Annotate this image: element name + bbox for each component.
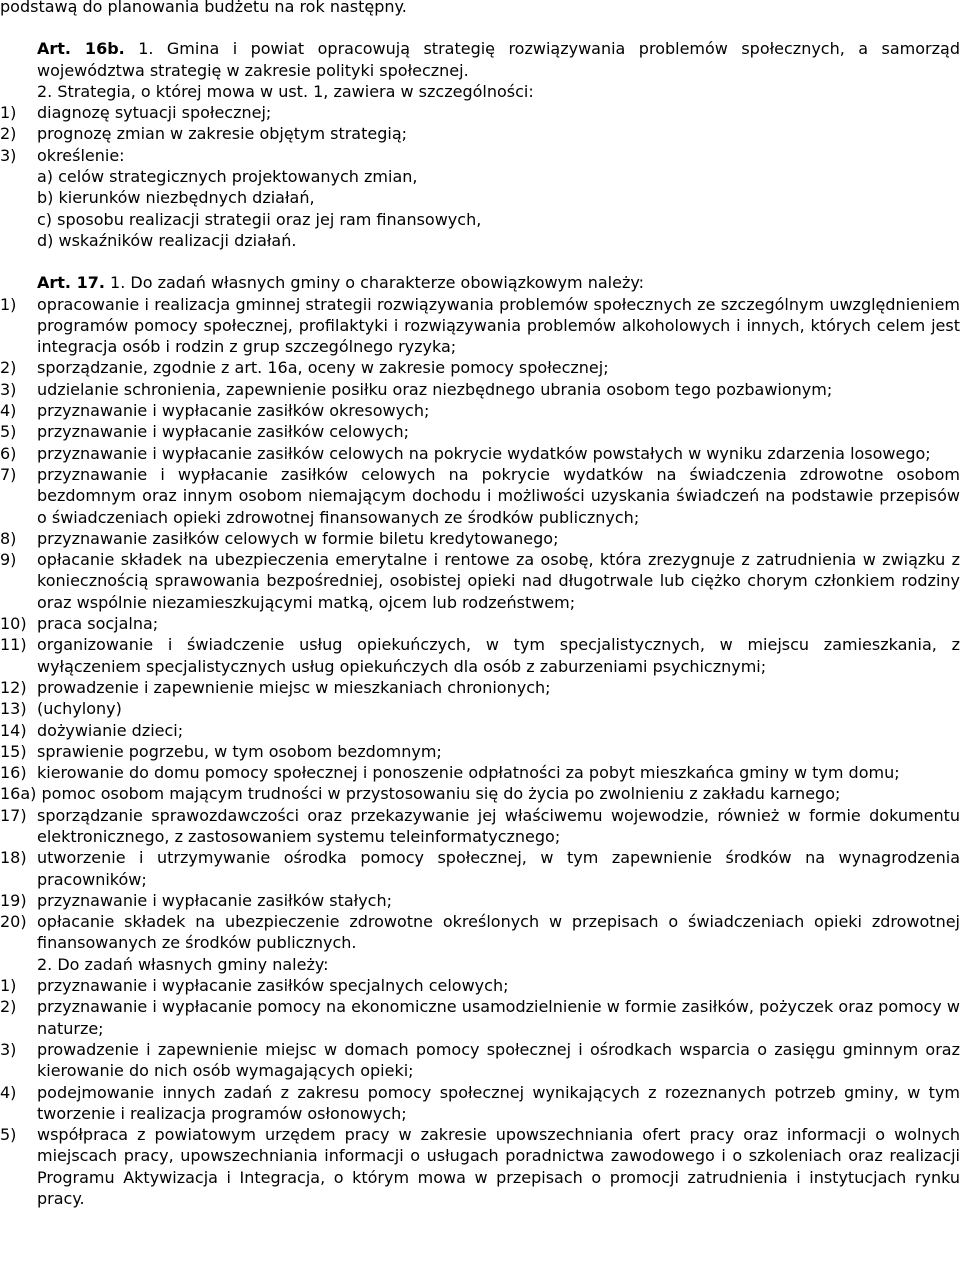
list-item: [0, 613, 960, 634]
item-number: 1): [0, 103, 17, 123]
item-number: 2): [0, 124, 17, 144]
item-number: 3): [0, 145, 17, 165]
item-number: 7): [0, 464, 17, 484]
subitem: d) wskaźników realizacji działań.: [37, 230, 297, 250]
item-text: prognozę zmian w zakresie objętym strategią;: [37, 124, 408, 144]
item-number: 20): [0, 912, 27, 932]
art16b-item-list: [0, 102, 960, 166]
item-number: 1): [0, 976, 17, 996]
item-number: 2): [0, 358, 17, 378]
list-item: [0, 847, 960, 890]
list-item: [0, 741, 960, 762]
item-number: 15): [0, 741, 27, 761]
list-item: [0, 379, 960, 400]
item-number: 3): [0, 1039, 17, 1059]
list-item: [0, 528, 960, 549]
item-text: sprawienie pogrzebu, w tym osobom bezdomnym;: [37, 741, 442, 761]
item-number: 12): [0, 677, 27, 697]
list-item: [0, 634, 960, 677]
art17-paragraph-2: 2. Do zadań własnych gminy należy:: [37, 954, 329, 974]
item-text: przyznawanie i wypłacanie zasiłków stałych;: [37, 890, 393, 910]
item-number: 14): [0, 720, 27, 740]
item-text: przyznawanie i wypłacanie zasiłków specjalnych celowych;: [37, 976, 509, 996]
list-item: [0, 890, 960, 911]
item-text: przyznawanie zasiłków celowych w formie biletu kredytowanego;: [37, 528, 559, 548]
art16b-heading: Art. 16b.: [37, 39, 125, 59]
item-text: opłacanie składek na ubezpieczenia emerytalne i rentowe za osobę, która zrezygnuje z zatrudnienia w związku z koniecznością sprawowania bezpośredniej, osobistej opieki nad długotrwale lub ciężko chorym członkiem rodziny oraz wspólnie niezamieszkującymi matką, ojcem lub rodzeństwem;: [37, 550, 960, 612]
item-number: 19): [0, 890, 27, 910]
list-item: [0, 357, 960, 378]
item-number: 16): [0, 763, 27, 783]
spacer: [0, 17, 960, 38]
art16b-paragraph-1: [0, 38, 960, 81]
item-number: 18): [0, 848, 27, 868]
art16b-p1-text: 1. Gmina i powiat opracowują strategię rozwiązywania problemów społecznych, a samorząd województwa strategię w zakresie polityki społecznej.: [37, 39, 960, 80]
item-text: przyznawanie i wypłacanie zasiłków celowych;: [37, 422, 410, 442]
item-text: przyznawanie i wypłacanie zasiłków celowych na pokrycie wydatków powstałych w wyniku zdarzenia losowego;: [37, 443, 931, 463]
art17-heading: Art. 17.: [37, 273, 105, 293]
item-text: przyznawanie i wypłacanie zasiłków okresowych;: [37, 401, 430, 421]
list-item: [0, 805, 960, 848]
list-item: [0, 720, 960, 741]
item-text: (uchylony): [37, 699, 122, 719]
art17-item-list: [0, 294, 960, 954]
art16b-paragraph-2: 2. Strategia, o której mowa w ust. 1, zawiera w szczególności:: [37, 81, 534, 101]
item-text: prowadzenie i zapewnienie miejsc w mieszkaniach chronionych;: [37, 677, 551, 697]
item-number: 3): [0, 379, 17, 399]
item-text: diagnozę sytuacji społecznej;: [37, 103, 272, 123]
item-number: 1): [0, 294, 17, 314]
item-text: utworzenie i utrzymywanie ośrodka pomocy społecznej, w tym zapewnienie środków na wynagrodzenia pracowników;: [37, 848, 960, 889]
item-text: sporządzanie sprawozdawczości oraz przekazywanie jej właściwemu wojewodzie, również w formie dokumentu elektronicznego, z zastosowaniem systemu teleinformatycznego;: [37, 805, 960, 846]
list-item: [0, 443, 960, 464]
list-item: [0, 123, 960, 144]
item-number: 6): [0, 443, 17, 463]
list-item-16a: 16a) pomoc osobom mającym trudności w przystosowaniu się do życia po zwolnieniu z zakładu karnego;: [0, 784, 841, 804]
item-text: opracowanie i realizacja gminnej strategii rozwiązywania problemów społecznych ze szczególnym uwzględnieniem programów pomocy społecznej, profilaktyki i rozwiązywania problemów alkoholowych i innych, których celem jest integracja osób i rodzin z grup szczególnego ryzyka;: [37, 294, 960, 357]
list-item: [0, 677, 960, 698]
item-text: określenie:: [37, 145, 125, 165]
list-item: [0, 762, 960, 783]
item-text: organizowanie i świadczenie usług opiekuńczych, w tym specjalistycznych, w miejscu zamieszkania, z wyłączeniem specjalistycznych usług opiekuńczych dla osób z zaburzeniami psychicznymi;: [37, 635, 960, 676]
item-text: opłacanie składek na ubezpieczenie zdrowotne określonych w przepisach o świadczeniach opieki zdrowotnej finansowanych ze środków publicznych.: [37, 912, 960, 953]
item-number: 8): [0, 528, 17, 548]
item-number: 2): [0, 997, 17, 1017]
item-number: 10): [0, 614, 27, 634]
list-item: [0, 1124, 960, 1209]
list-item: [0, 549, 960, 613]
item-text: podejmowanie innych zadań z zakresu pomocy społecznej wynikających z rozeznanych potrzeb gminy, w tym tworzenie i realizacja programów osłonowych;: [37, 1082, 960, 1123]
list-item: [0, 464, 960, 528]
list-item: [0, 400, 960, 421]
item-text: praca socjalna;: [37, 614, 159, 634]
item-number: 13): [0, 699, 27, 719]
art17-item-list-2: [0, 975, 960, 1209]
subitem: c) sposobu realizacji strategii oraz jej ram finansowych,: [37, 209, 482, 229]
list-item: [0, 698, 960, 719]
item-number: 4): [0, 1082, 17, 1102]
art17-paragraph-1: [0, 272, 960, 293]
list-item: [0, 911, 960, 954]
item-number: 5): [0, 1125, 17, 1145]
item-text: kierowanie do domu pomocy społecznej i ponoszenie odpłatności za pobyt mieszkańca gminy w tym domu;: [37, 763, 900, 783]
art17-p1-text: 1. Do zadań własnych gminy o charakterze obowiązkowym należy:: [110, 273, 645, 293]
item-text: dożywianie dzieci;: [37, 720, 184, 740]
item-number: 11): [0, 635, 27, 655]
spacer: [0, 251, 960, 272]
list-item: [0, 1082, 960, 1125]
item-text: udzielanie schronienia, zapewnienie posiłku oraz niezbędnego ubrania osobom tego pozbawionym;: [37, 379, 833, 399]
continuation-line: podstawą do planowania budżetu na rok następny.: [0, 0, 407, 16]
art16b-subitem-list: [0, 166, 960, 251]
item-text: prowadzenie i zapewnienie miejsc w domach pomocy społecznej i ośrodkach wsparcia o zasięgu gminnym oraz kierowanie do nich osób wymagających opieki;: [37, 1039, 960, 1081]
list-item: [0, 145, 960, 166]
item-text: współpraca z powiatowym urzędem pracy w zakresie upowszechniania ofert pracy oraz informacji o wolnych miejscach pracy, upowszechniania informacji o usługach poradnictwa zawodowego i o szkoleniach oraz realizacji Programu Aktywizacja i Integracja, o którym mowa w przepisach o promocji zatrudnienia i instytucjach rynku pracy.: [37, 1125, 960, 1209]
item-number: 5): [0, 422, 17, 442]
list-item: [0, 996, 960, 1039]
list-item: [0, 421, 960, 442]
item-text: przyznawanie i wypłacanie zasiłków celowych na pokrycie wydatków na świadczenia zdrowotne osobom bezdomnym oraz innym osobom niemającym dochodu i możliwości uzyskania świadczeń na podstawie przepisów o świadczeniach opieki zdrowotnej finansowanych ze środków publicznych;: [37, 464, 960, 527]
list-item: [0, 1039, 960, 1082]
item-number: 4): [0, 401, 17, 421]
item-text: przyznawanie i wypłacanie pomocy na ekonomiczne usamodzielnienie w formie zasiłków, pożyczek oraz pomocy w naturze;: [37, 997, 960, 1038]
item-text: sporządzanie, zgodnie z art. 16a, oceny w zakresie pomocy społecznej;: [37, 358, 609, 378]
item-number: 17): [0, 805, 27, 825]
list-item: [0, 102, 960, 123]
subitem: a) celów strategicznych projektowanych zmian,: [37, 167, 418, 187]
subitem: b) kierunków niezbędnych działań,: [37, 188, 315, 208]
list-item: [0, 975, 960, 996]
item-number: 9): [0, 550, 17, 570]
list-item: [0, 294, 960, 358]
